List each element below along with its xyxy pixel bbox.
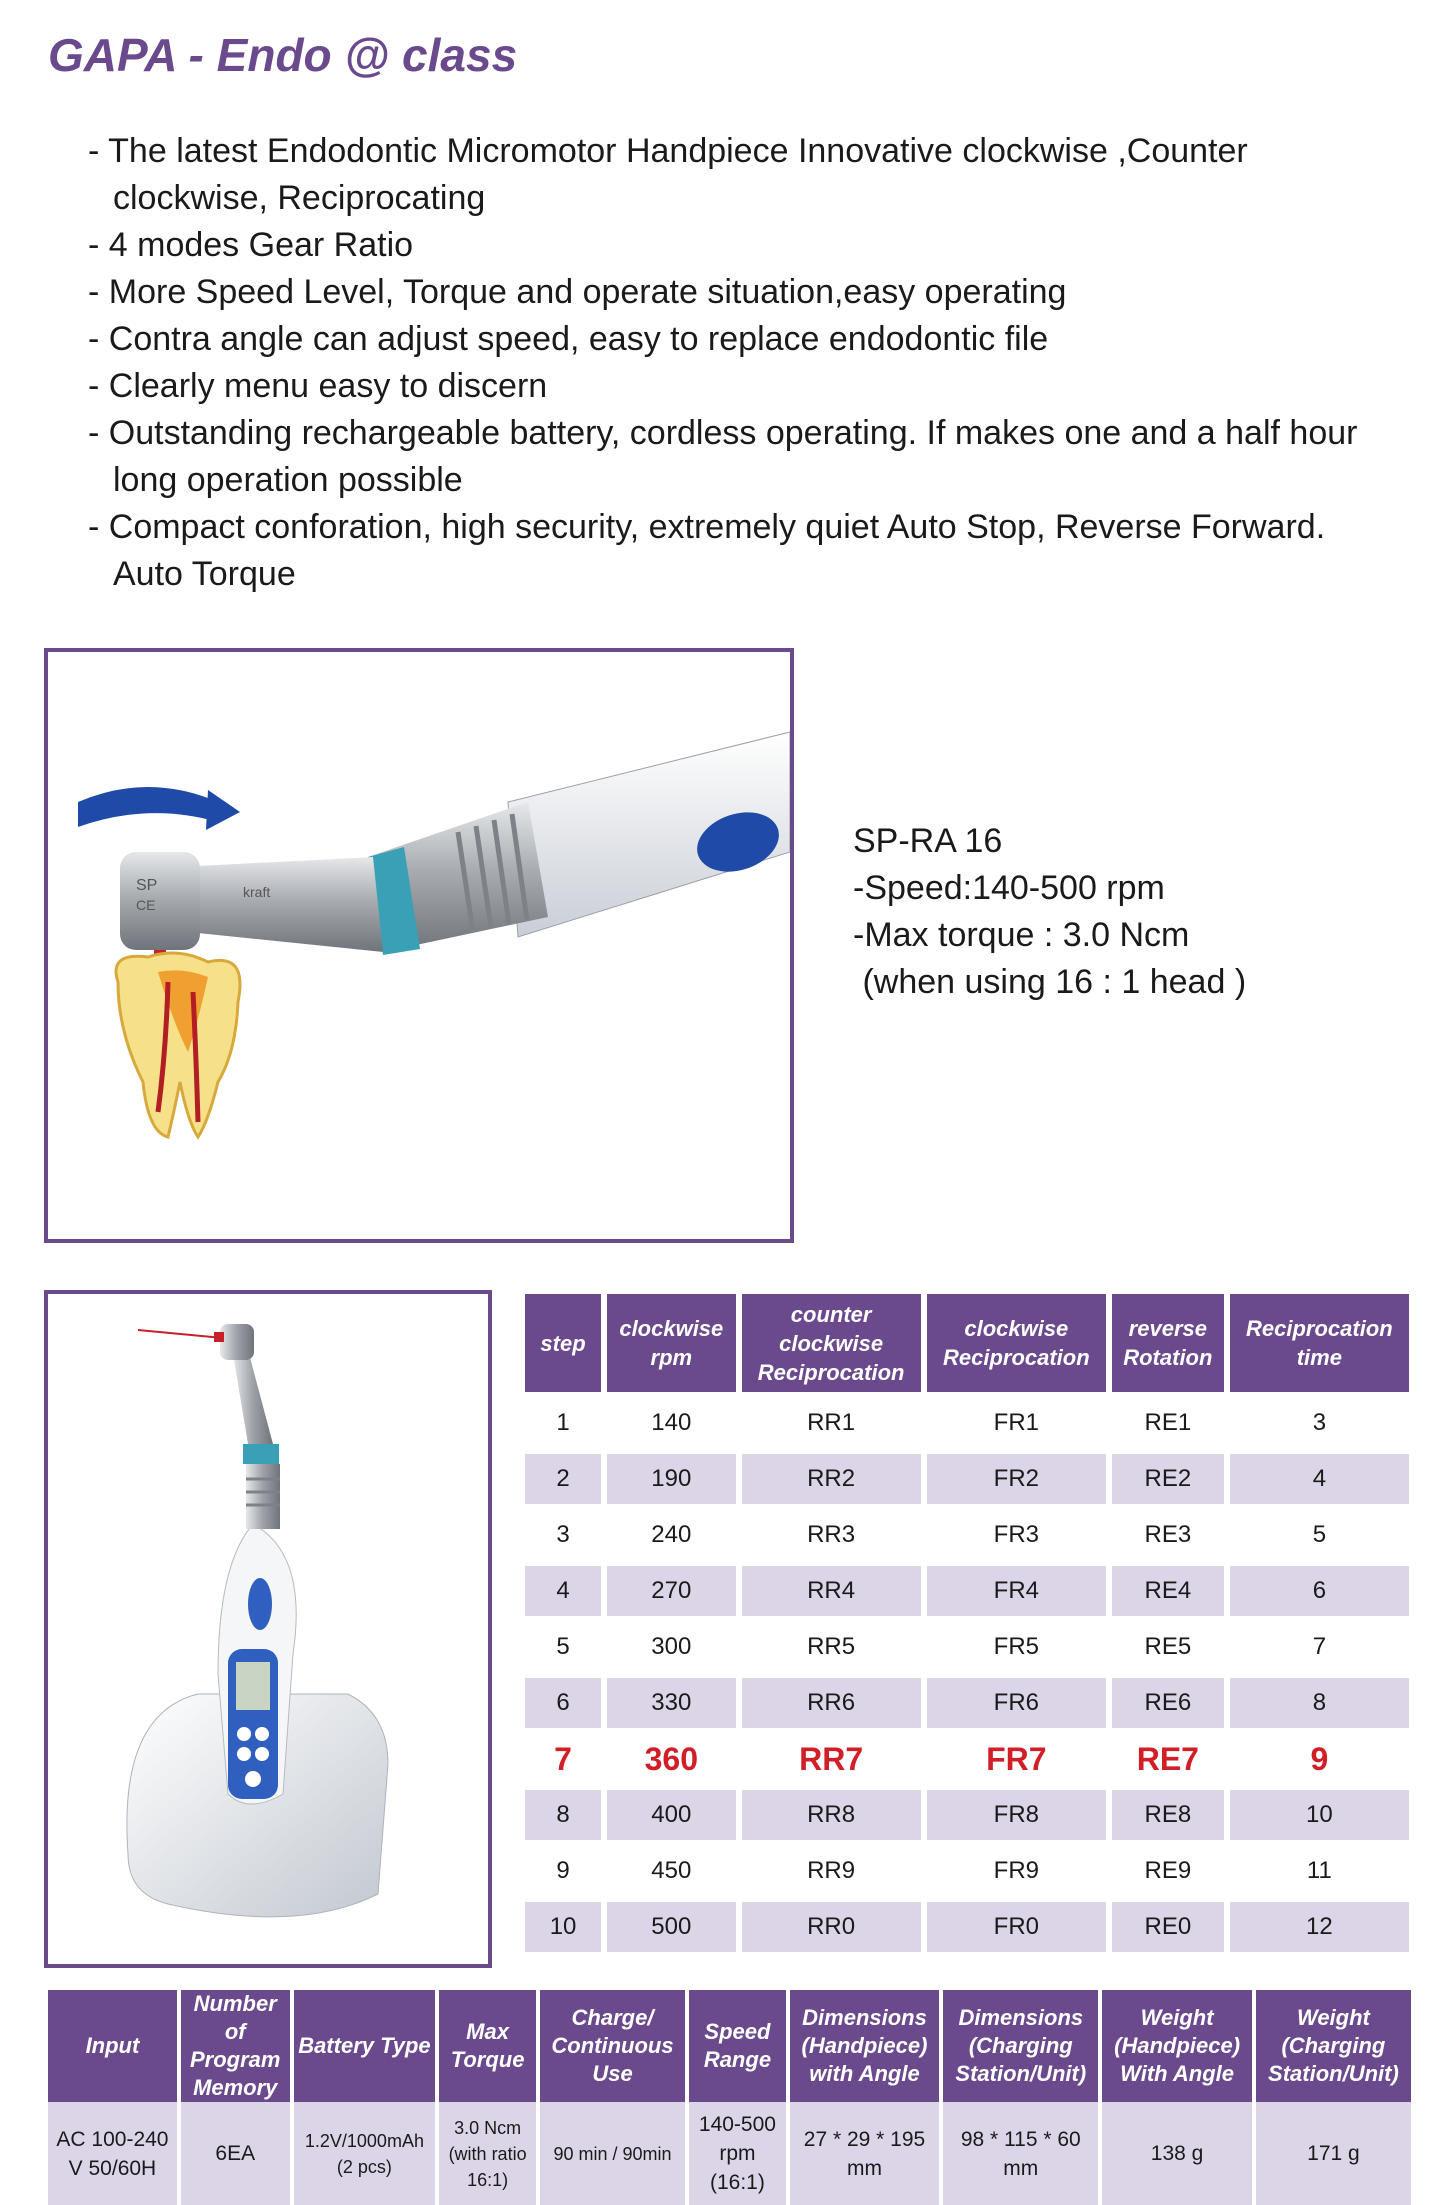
column-header: reverse Rotation [1112, 1294, 1224, 1392]
table-cell: RR2 [742, 1454, 921, 1504]
motor-image-frame [44, 1290, 492, 1968]
model-speed: -Speed:140-500 rpm [853, 869, 1165, 907]
feature-item: - Compact conforation, high security, extremely quiet Auto Stop, Reverse Forward. Auto Torque [88, 508, 1326, 593]
table-cell: 360 [644, 1740, 698, 1777]
table-cell: RR7 [799, 1740, 864, 1777]
table-row [525, 1790, 1409, 1840]
step-table-header [525, 1294, 1409, 1392]
column-header: Dimensions (Handpiece) with Angle [790, 1990, 939, 2102]
head-mark-label: CE [136, 897, 156, 913]
table-cell: RE1 [1144, 1409, 1192, 1436]
table-cell: RE3 [1144, 1521, 1192, 1548]
table-cell: RE5 [1144, 1633, 1192, 1660]
table-cell: RE9 [1144, 1857, 1192, 1884]
column-header: Speed Range [689, 1990, 786, 2102]
table-cell: 171 g [1256, 2102, 1411, 2205]
feature-item: - 4 modes Gear Ratio [88, 226, 414, 264]
table-cell: 1 [556, 1409, 570, 1436]
table-cell: RR1 [807, 1409, 856, 1436]
table-cell: RE2 [1112, 1454, 1224, 1504]
table-cell: FR5 [993, 1633, 1039, 1660]
table-cell: FR0 [927, 1902, 1106, 1952]
table-row [525, 1902, 1409, 1952]
column-header: counter clockwise Reciprocation [742, 1294, 921, 1392]
table-cell: FR2 [927, 1454, 1106, 1504]
table-row [525, 1566, 1409, 1616]
spec-table-header [48, 1990, 1411, 2102]
table-cell: 9 [1310, 1740, 1329, 1777]
table-cell: RR8 [742, 1790, 921, 1840]
table-cell: FR1 [993, 1409, 1039, 1436]
feature-item: - Outstanding rechargeable battery, cordless operating. If makes one and a half hour long operation possible [88, 414, 1358, 499]
table-cell: 140-500 rpm (16:1) [689, 2102, 786, 2205]
table-cell: 4 [1230, 1454, 1409, 1504]
table-cell: 300 [651, 1633, 692, 1660]
table-cell: RE8 [1112, 1790, 1224, 1840]
table-cell: RE0 [1112, 1902, 1224, 1952]
table-cell: RR6 [742, 1678, 921, 1728]
column-header: Weight (Charging Station/Unit) [1256, 1990, 1411, 2102]
model-name: SP-RA 16 [853, 822, 1003, 860]
head-mark-label: SP [136, 877, 158, 894]
table-cell: 10 [1230, 1790, 1409, 1840]
table-cell: RR9 [807, 1857, 856, 1884]
feature-item: - Clearly menu easy to discern [88, 367, 548, 405]
table-cell: 4 [525, 1566, 601, 1616]
table-cell: 3.0 Ncm (with ratio 16:1) [439, 2102, 536, 2205]
table-cell: 12 [1230, 1902, 1409, 1952]
column-header: Number of Program Memory [181, 1990, 290, 2102]
table-cell: 7 [554, 1740, 572, 1777]
column-header: step [525, 1294, 601, 1392]
table-cell: RE7 [1136, 1740, 1199, 1777]
table-cell: 240 [651, 1521, 692, 1548]
table-cell: 90 min / 90min [540, 2102, 685, 2205]
table-row [525, 1846, 1409, 1896]
table-cell: 6 [1230, 1566, 1409, 1616]
motor-illustration [48, 1294, 488, 1964]
table-cell: FR6 [927, 1678, 1106, 1728]
table-cell: 140 [651, 1409, 692, 1436]
table-cell: 10 [525, 1902, 601, 1952]
table-cell: 2 [525, 1454, 601, 1504]
column-header: Max Torque [439, 1990, 536, 2102]
feature-item: - Contra angle can adjust speed, easy to replace endodontic file [88, 320, 1049, 358]
table-cell: FR7 [986, 1740, 1047, 1777]
handpiece-image-frame [44, 648, 794, 1243]
column-header: Weight (Handpiece) With Angle [1102, 1990, 1252, 2102]
table-cell: 11 [1306, 1857, 1332, 1884]
column-header: Battery Type [294, 1990, 436, 2102]
table-cell: FR8 [927, 1790, 1106, 1840]
model-torque: -Max torque : 3.0 Ncm [853, 916, 1190, 954]
table-cell: FR9 [993, 1857, 1039, 1884]
table-cell: 330 [607, 1678, 735, 1728]
table-cell: RR5 [807, 1633, 856, 1660]
feature-item: - More Speed Level, Torque and operate situation,easy operating [88, 273, 1067, 311]
table-cell: 9 [556, 1857, 570, 1884]
column-header: Reciprocation time [1230, 1294, 1409, 1392]
column-header: Charge/ Continuous Use [540, 1990, 685, 2102]
spec-table [44, 1990, 1415, 2205]
table-cell: 138 g [1102, 2102, 1252, 2205]
table-cell: 400 [607, 1790, 735, 1840]
table-cell: 6 [525, 1678, 601, 1728]
table-cell: 5 [556, 1633, 570, 1660]
table-cell: 6EA [181, 2102, 290, 2205]
feature-list [88, 128, 1388, 598]
table-cell: 8 [1230, 1678, 1409, 1728]
table-cell: RR3 [807, 1521, 856, 1548]
table-cell: RR4 [742, 1566, 921, 1616]
table-row [525, 1678, 1409, 1728]
table-cell: AC 100-240 V 50/60H [48, 2102, 177, 2205]
table-row [525, 1510, 1409, 1560]
table-cell: 450 [651, 1857, 692, 1884]
model-note: (when using 16 : 1 head ) [853, 963, 1247, 1001]
step-table [519, 1288, 1415, 1958]
table-cell: 7 [1312, 1633, 1327, 1660]
table-cell: 3 [1312, 1409, 1327, 1436]
column-header: Input [48, 1990, 177, 2102]
model-specs [853, 818, 1246, 1006]
table-cell: 190 [607, 1454, 735, 1504]
table-cell: 8 [525, 1790, 601, 1840]
table-cell: 5 [1312, 1521, 1327, 1548]
table-cell: 27 * 29 * 195 mm [790, 2102, 939, 2205]
table-cell: 98 * 115 * 60 mm [943, 2102, 1098, 2205]
table-cell: 1.2V/1000mAh (2 pcs) [294, 2102, 436, 2205]
handpiece-brand-label: kraft [243, 884, 271, 900]
table-row [525, 1398, 1409, 1448]
spec-table-row [48, 2102, 1411, 2205]
table-row [525, 1622, 1409, 1672]
table-cell: 500 [607, 1902, 735, 1952]
table-cell: RE4 [1112, 1566, 1224, 1616]
table-cell: RR0 [742, 1902, 921, 1952]
table-cell: 270 [607, 1566, 735, 1616]
table-cell: 3 [556, 1521, 570, 1548]
column-header: clockwise Reciprocation [927, 1294, 1106, 1392]
handpiece-illustration [48, 652, 790, 1239]
column-header: Dimensions (Charging Station/Unit) [943, 1990, 1098, 2102]
table-cell: RE6 [1112, 1678, 1224, 1728]
table-cell: FR3 [993, 1521, 1039, 1548]
table-row [525, 1454, 1409, 1504]
feature-item: - The latest Endodontic Micromotor Handpiece Innovative clockwise ,Counter clockwise, Reciprocating [88, 132, 1248, 217]
table-row [525, 1734, 1409, 1784]
table-cell: FR4 [927, 1566, 1106, 1616]
column-header: clockwise rpm [607, 1294, 735, 1392]
page-title: GAPA - Endo @ class [48, 29, 518, 81]
